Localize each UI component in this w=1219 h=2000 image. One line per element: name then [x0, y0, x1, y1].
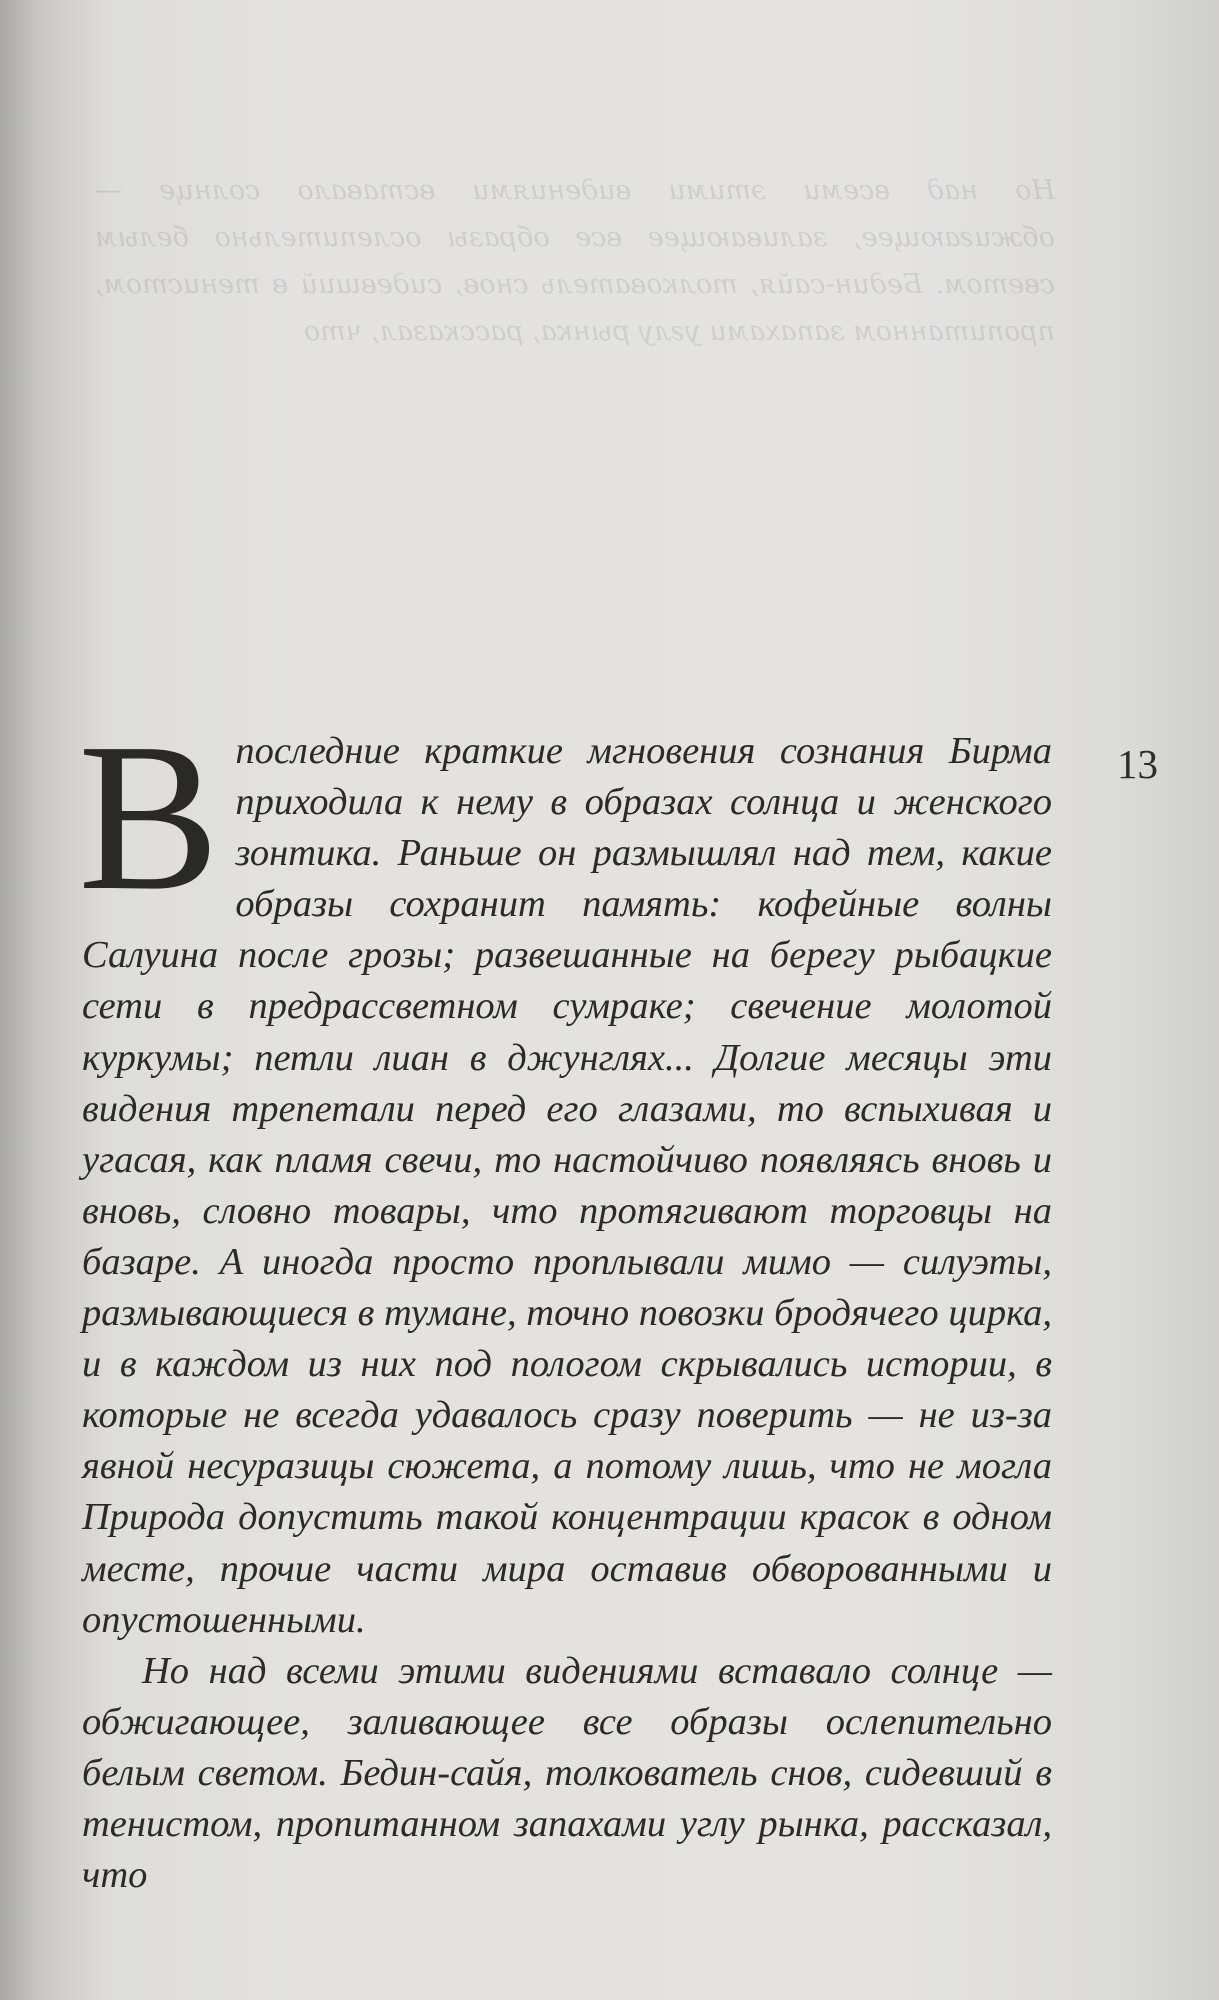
- paragraph-2: [82, 1646, 1052, 1901]
- body-text: [78, 699, 1052, 1901]
- show-through-paragraph: Но над всеми этими видениями вставало солнце — обжигающее, заливающее все образы ослепительно белым светом. Бедин-сайя, толкователь снов, сидевший в тенистом, пропитанном запахами углу рынка, рассказал, что: [95, 175, 1055, 347]
- paragraph-1: [78, 699, 1052, 1646]
- paragraph-1-text: последние краткие мгновения сознания Бирма приходила к нему в образах солнца и женского зонтика. Раньше он размышлял над тем, какие образы сохранит память: кофейные волны Салуина после грозы; развешанные на берегу рыбацкие сети в предрассветном сумраке; свечение молотой куркумы; петли лиан в джунглях... Долгие месяцы эти видения трепетали перед его глазами, то вспыхивая и угасая, как пламя свечи, то настойчиво появляясь вновь и вновь, словно товары, что протягивают торговцы на базаре. А иногда просто проплывали мимо — силуэты, размывающиеся в тумане, точно повозки бродячего цирка, и в каждом из них под пологом скрывались истории, в которые не всегда удавалось сразу поверить — не из-за явной несуразицы сюжета, а потому лишь, что не могла Природа допустить такой концентрации красок в одном месте, прочие части мира оставив обворованными и опустошенными.: [82, 730, 1052, 1641]
- drop-cap: В: [78, 699, 220, 934]
- show-through-text: [95, 120, 1055, 355]
- paragraph-2-text: Но над всеми этими видениями вставало солнце — обжигающее, заливающее все образы ослепительно белым светом. Бедин-сайя, толкователь снов, сидевший в тенистом, пропитанном запахами углу рынка, рассказал, что: [82, 1649, 1052, 1897]
- page-number: 13: [1117, 741, 1158, 787]
